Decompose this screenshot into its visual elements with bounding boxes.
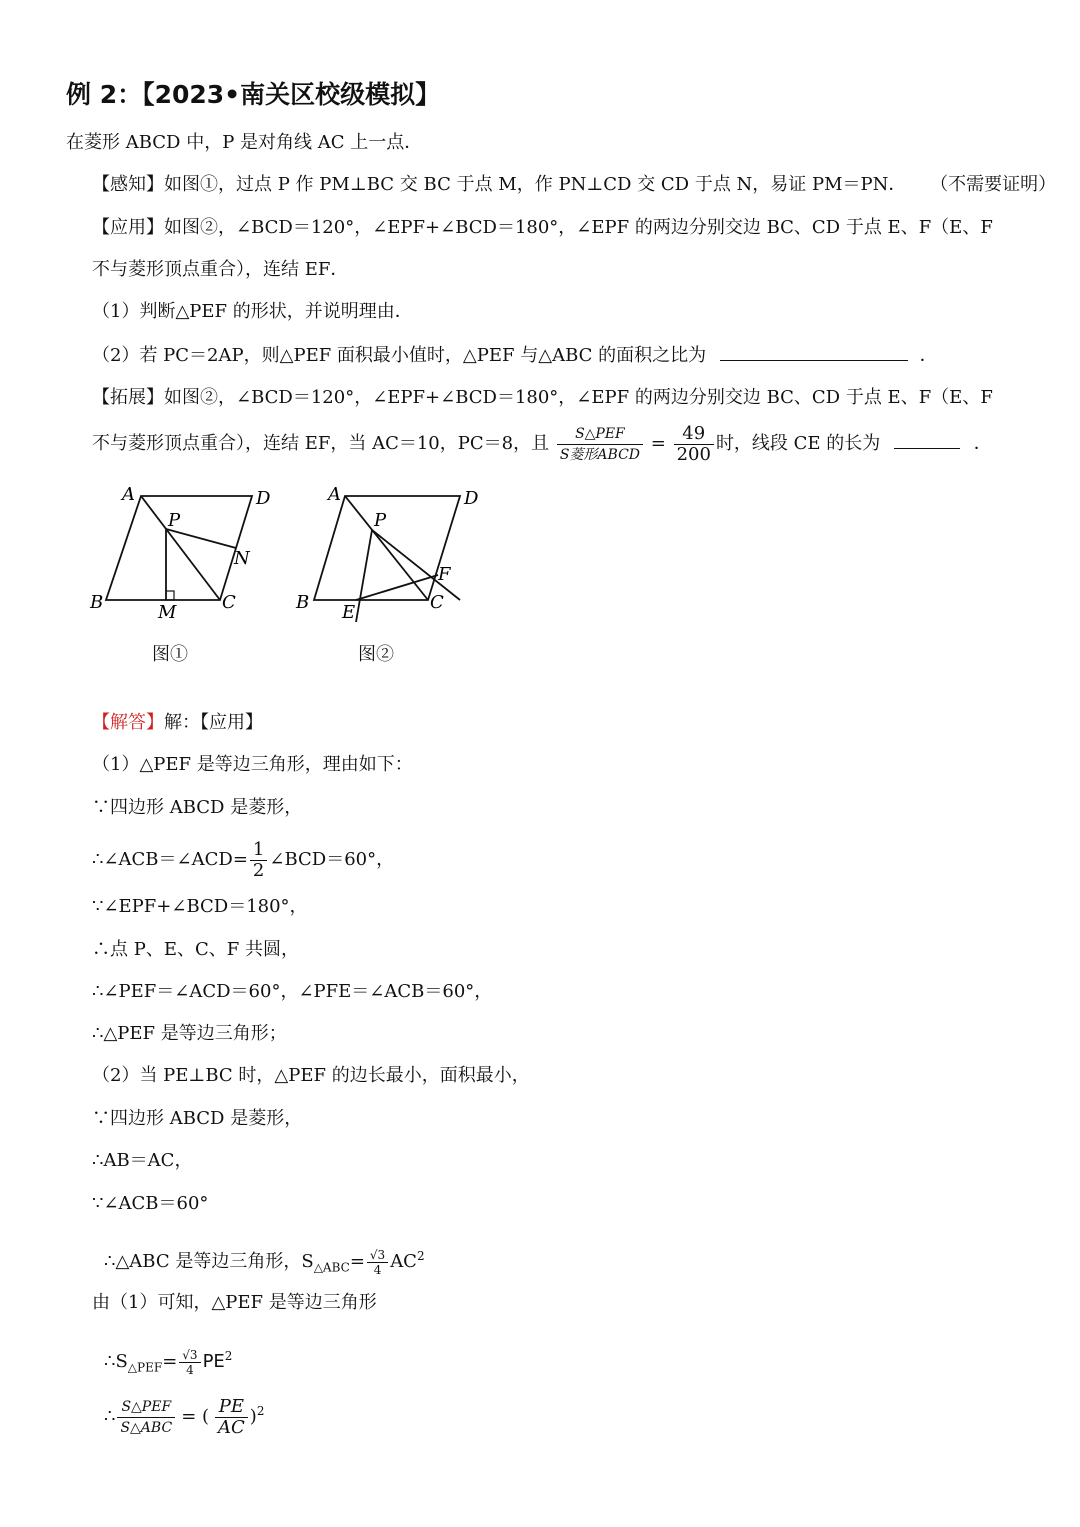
apply-tag: 【应用】	[92, 217, 164, 238]
apply-section	[92, 217, 993, 239]
fig1-label-p: P	[168, 510, 181, 531]
four-denominator-2: 4	[186, 1362, 194, 1377]
solution-step-14-b: PE	[202, 1351, 225, 1372]
solution-step-15-sup: 2	[256, 1404, 265, 1418]
sqrt3-numerator-2: √3	[179, 1348, 200, 1363]
half-denominator: 2	[252, 859, 265, 881]
four-denominator: 4	[373, 1262, 382, 1277]
solution-step-14-sup: 2	[224, 1349, 233, 1363]
fig1-label-n: N	[234, 548, 250, 569]
extend-tag: 【拓展】	[92, 387, 164, 408]
solution-step-12-sub: △ABC	[313, 1260, 350, 1275]
perceive-text: 如图①，过点 P 作 PM⊥BC 交 BC 于点 M，作 PN⊥CD 交 CD 于点 N，易证 PM＝PN．	[164, 174, 907, 195]
segment-pn	[166, 529, 236, 548]
solution-step-15-eq: = (	[181, 1406, 210, 1427]
apply-text-2: 不与菱形顶点重合），连结 EF．	[92, 259, 349, 280]
page-title: 例 2：【2023•南关区校级模拟】	[66, 80, 441, 109]
solution-step-6: ∴∠PEF＝∠ACD＝60°，∠PFE＝∠ACB＝60°，	[92, 981, 493, 1002]
fig1-label-m: M	[158, 602, 177, 623]
area-ratio-numerator-2: S△PEF	[117, 1397, 175, 1418]
extend-text-2: 不与菱形顶点重合），连结 EF，当 AC＝10，PC＝8，且	[92, 433, 550, 454]
solution-step-3-b: ∠BCD＝60°，	[269, 849, 395, 870]
area-ratio-fraction	[557, 424, 643, 465]
fig1-label-d: D	[256, 488, 271, 509]
perceive-note: （不需要证明）	[930, 174, 1057, 195]
pe-over-ac-fraction	[215, 1397, 248, 1438]
sqrt3-numerator: √3	[367, 1248, 388, 1263]
solution-step-12-a: ∴△ABC 是等边三角形，S	[104, 1251, 314, 1272]
solution-step-9: ∵四边形 ABCD 是菱形，	[92, 1108, 303, 1129]
fig2-label-c: C	[430, 592, 444, 613]
solution-step-4: ∵∠EPF+∠BCD＝180°，	[92, 896, 308, 917]
solution-step-12-b: AC	[390, 1251, 417, 1272]
half-numerator: 1	[250, 840, 267, 861]
question-1: （1）判断△PEF 的形状，并说明理由．	[92, 301, 413, 322]
fig1-label-a: A	[122, 484, 135, 505]
sqrt3-over-4-fraction-2	[179, 1348, 200, 1377]
fig1-label-b: B	[90, 592, 104, 613]
sqrt3-over-4-fraction	[367, 1248, 388, 1277]
equals-sign: =	[650, 433, 666, 454]
solution-step-12-sup: 2	[416, 1249, 425, 1263]
answer-blank-1[interactable]	[720, 344, 908, 361]
perceive-tag: 【感知】	[92, 174, 164, 195]
solution-step-12	[104, 1234, 425, 1290]
diagonal-ac-2	[345, 496, 428, 600]
fig2-label-e: E	[342, 602, 356, 623]
solution-step-10: ∴AB＝AC，	[92, 1150, 193, 1171]
solution-step-12-eq: =	[349, 1251, 365, 1272]
ratio-value-fraction	[674, 424, 714, 465]
extend-text-3: 时，线段 CE 的长为	[715, 433, 881, 454]
solution-step-15	[104, 1386, 264, 1442]
solution-step-14	[104, 1334, 232, 1390]
fig2-label-p: P	[374, 510, 387, 531]
solution-step-5: ∴点 P、E、C、F 共圆，	[92, 939, 299, 960]
diagonal-ac	[141, 496, 220, 600]
fig2-label-a: A	[328, 484, 341, 505]
question-2	[92, 344, 938, 367]
ratio-value-denominator: 200	[676, 443, 711, 465]
solution-step-15-close: )	[249, 1406, 257, 1427]
fig2-label-d: D	[464, 488, 479, 509]
ac-denominator: AC	[218, 1416, 245, 1438]
solution-step-2: ∵四边形 ABCD 是菱形，	[92, 797, 303, 818]
extend-line-2	[92, 420, 992, 468]
question-2-end: ．	[919, 345, 938, 366]
solution-step-7: ∴△PEF 是等边三角形；	[92, 1023, 287, 1044]
extend-section	[92, 387, 993, 409]
question-2-text: （2）若 PC＝2AP，则△PEF 面积最小值时，△PEF 与△ABC 的面积之比为	[92, 345, 707, 366]
fig2-label-f: F	[438, 564, 451, 585]
fig1-label-c: C	[222, 592, 236, 613]
figure-2-caption: 图②	[358, 644, 394, 665]
apply-text-1: 如图②，∠BCD＝120°，∠EPF+∠BCD＝180°，∠EPF 的两边分别交边 BC、CD 于点 E、F（E、F	[164, 217, 993, 238]
fig2-label-b: B	[296, 592, 310, 613]
solution-step-14-eq: =	[162, 1351, 178, 1372]
perceive-section	[92, 174, 1056, 196]
problem-intro: 在菱形 ABCD 中，P 是对角线 AC 上一点．	[66, 132, 423, 153]
area-ratio-numerator: S△PEF	[557, 424, 643, 445]
solution-step-11: ∵∠ACB＝60°	[92, 1193, 209, 1214]
extend-end: ．	[973, 433, 992, 454]
solution-header	[92, 712, 263, 734]
solution-step-13: 由（1）可知，△PEF 是等边三角形	[92, 1292, 377, 1313]
solution-step-15-a: ∴	[104, 1406, 116, 1427]
solution-step-14-sub: △PEF	[127, 1360, 163, 1375]
answer-blank-2[interactable]	[894, 432, 960, 449]
solution-step-14-a: ∴S	[104, 1351, 128, 1372]
ray-pe	[356, 530, 372, 622]
pe-numerator: PE	[215, 1397, 248, 1418]
area-ratio-denominator-2: S△ABC	[120, 1419, 173, 1436]
solution-step-3	[92, 838, 394, 882]
solution-lead: 解：【应用】	[164, 712, 263, 733]
figure-2-diagram	[292, 480, 492, 630]
solution-step-3-a: ∴∠ACB＝∠ACD=	[92, 849, 248, 870]
extend-text-1: 如图②，∠BCD＝120°，∠EPF+∠BCD＝180°，∠EPF 的两边分别交边 BC、CD 于点 E、F（E、F	[164, 387, 993, 408]
figure-1-diagram	[86, 480, 286, 630]
area-ratio-fraction-2	[117, 1397, 175, 1438]
half-fraction	[250, 840, 267, 881]
right-angle-mark	[166, 591, 174, 600]
solution-tag: 【解答】	[92, 712, 164, 733]
ratio-value-numerator: 49	[674, 424, 714, 445]
solution-step-8: （2）当 PE⊥BC 时，△PEF 的边长最小，面积最小，	[92, 1065, 530, 1086]
figure-1-caption: 图①	[152, 644, 188, 665]
area-ratio-denominator: S菱形ABCD	[559, 446, 641, 463]
solution-step-1: （1）△PEF 是等边三角形，理由如下：	[92, 754, 413, 775]
